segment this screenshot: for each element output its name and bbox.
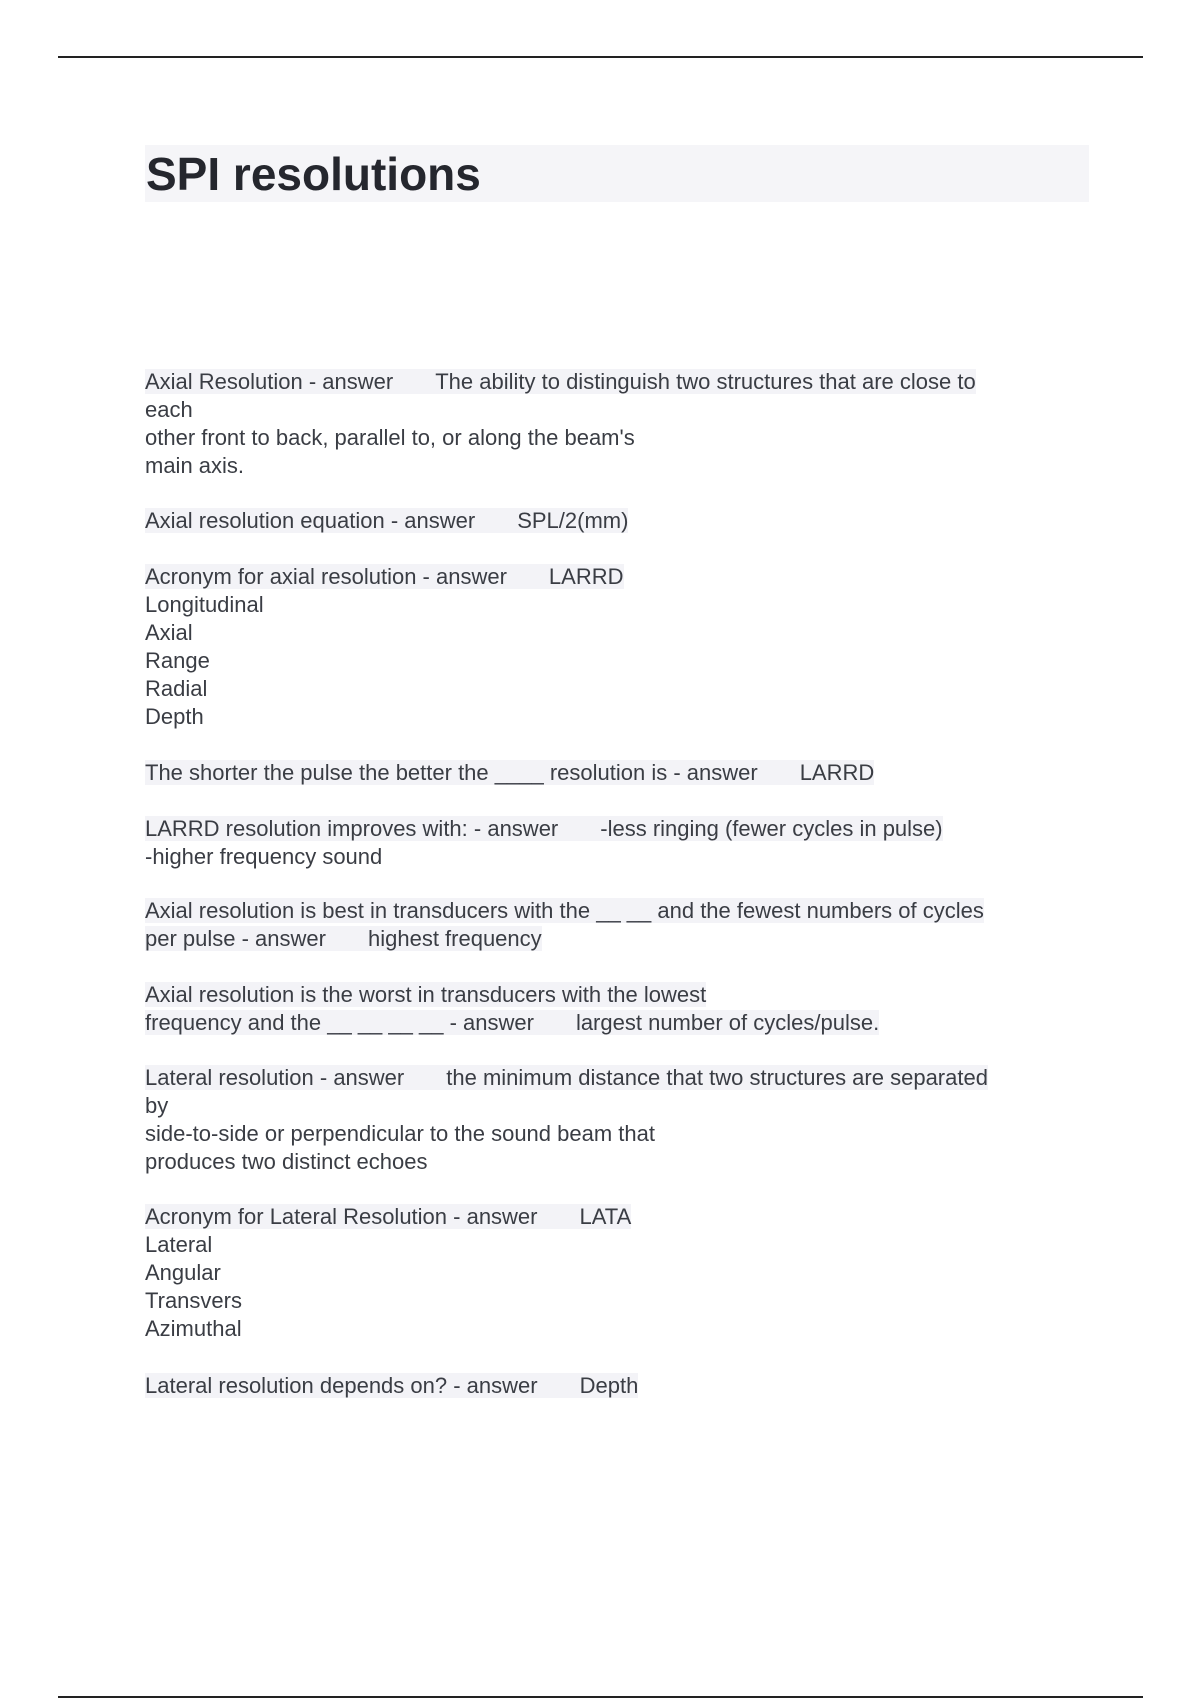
card-answer-line: other front to back, parallel to, or along the beam's <box>145 425 635 450</box>
card-answer: The ability to distinguish two structures that are close to <box>435 369 976 394</box>
card-answer-line: Radial <box>145 676 208 701</box>
card-answer: LARRD <box>548 564 624 589</box>
flashcard-axial-resolution <box>145 368 976 480</box>
card-answer-line: Axial <box>145 620 193 645</box>
card-term: Lateral resolution - answer <box>145 1065 405 1090</box>
flashcard-larrd-improves <box>145 815 943 871</box>
flashcard-axial-equation <box>145 507 628 535</box>
card-answer: highest frequency <box>367 926 542 951</box>
card-answer: LATA <box>579 1204 632 1229</box>
card-answer-line: -higher frequency sound <box>145 844 383 869</box>
card-term: The shorter the pulse the better the ____ resolution is - answer <box>145 760 758 785</box>
card-answer: SPL/2(mm) <box>517 508 629 533</box>
card-term: Axial Resolution - answer <box>145 369 394 394</box>
card-answer-line: Angular <box>145 1260 221 1285</box>
flashcard-axial-worst <box>145 981 879 1037</box>
card-answer-line: Azimuthal <box>145 1316 242 1341</box>
flashcard-lateral-resolution <box>145 1064 988 1176</box>
card-answer-line: side-to-side or perpendicular to the sound beam that <box>145 1121 655 1146</box>
card-answer: Depth <box>579 1373 639 1398</box>
card-answer: the minimum distance that two structures are separated <box>446 1065 988 1090</box>
card-answer: largest number of cycles/pulse. <box>575 1010 880 1035</box>
bottom-rule <box>58 1696 1143 1698</box>
card-answer-line: Depth <box>145 704 204 729</box>
flashcard-axial-best <box>145 897 984 953</box>
flashcard-shorter-pulse <box>145 759 874 787</box>
card-answer: -less ringing (fewer cycles in pulse) <box>600 816 943 841</box>
card-term: Axial resolution is the worst in transducers with the lowest <box>145 982 707 1007</box>
card-answer-line: main axis. <box>145 453 245 478</box>
card-term: Axial resolution is best in transducers with the __ __ and the fewest numbers of cycles <box>145 898 984 923</box>
card-term: Acronym for Lateral Resolution - answer <box>145 1204 538 1229</box>
card-answer-line: by <box>145 1093 169 1118</box>
card-term-cont: per pulse - answer <box>145 926 326 951</box>
card-term: Axial resolution equation - answer <box>145 508 476 533</box>
flashcard-lateral-acronym <box>145 1203 631 1343</box>
card-answer: LARRD <box>799 760 875 785</box>
page-title: SPI resolutions <box>146 148 481 200</box>
card-term: Lateral resolution depends on? - answer <box>145 1373 538 1398</box>
flashcard-axial-acronym <box>145 563 624 731</box>
card-answer-line: Longitudinal <box>145 592 264 617</box>
card-answer-line: Transvers <box>145 1288 242 1313</box>
card-answer-line: each <box>145 397 193 422</box>
card-term-cont: frequency and the __ __ __ __ - answer <box>145 1010 534 1035</box>
card-answer-line: produces two distinct echoes <box>145 1149 428 1174</box>
card-answer-line: Lateral <box>145 1232 213 1257</box>
card-answer-line: Range <box>145 648 210 673</box>
flashcard-lateral-depends <box>145 1372 638 1400</box>
top-rule <box>58 56 1143 58</box>
card-term: LARRD resolution improves with: - answer <box>145 816 559 841</box>
card-term: Acronym for axial resolution - answer <box>145 564 507 589</box>
